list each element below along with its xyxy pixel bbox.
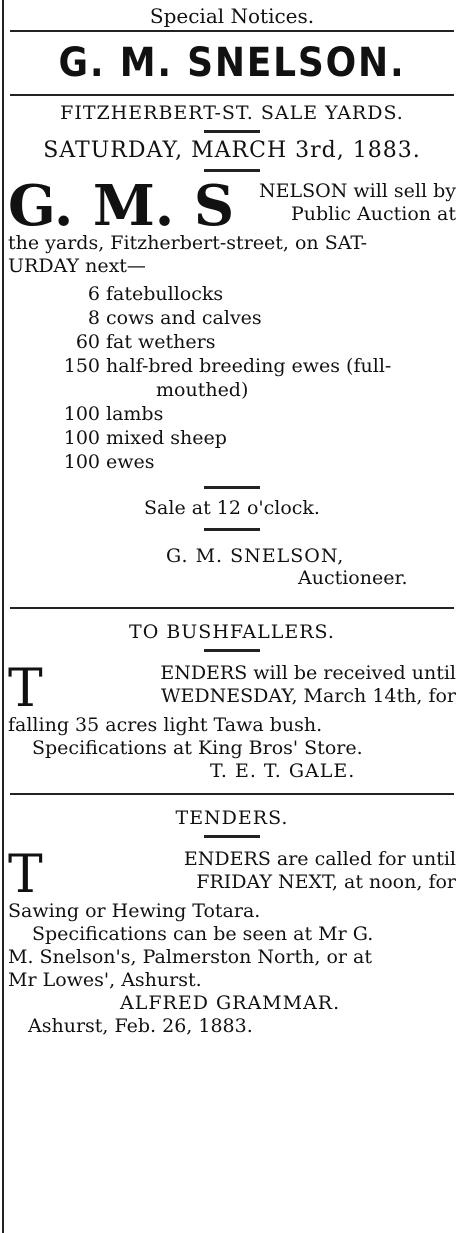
stock-item: 150 half-bred breeding ewes (full- xyxy=(63,355,392,377)
bushfallers-heading: TO BUSHFALLERS. xyxy=(129,621,335,643)
auctioneer-name-heading: G. M. SNELSON. xyxy=(58,40,406,86)
stock-item: 100 lambs xyxy=(63,403,164,425)
drop-cap: T xyxy=(8,662,43,714)
intro-line: URDAY next— xyxy=(8,255,146,277)
notice-line: M. Snelson's, Palmerston North, or at xyxy=(8,946,372,968)
bushfallers-notice xyxy=(8,662,456,783)
short-rule xyxy=(204,528,260,531)
notice-line: ENDERS will be received until xyxy=(160,662,456,684)
notice-line: WEDNESDAY, March 14th, for xyxy=(161,685,456,707)
section-heading: Special Notices. xyxy=(149,4,315,28)
intro-line: Public Auction at xyxy=(290,203,456,225)
stock-item: 60 fat wethers xyxy=(75,331,216,353)
sale-date: SATURDAY, MARCH 3rd, 1883. xyxy=(43,138,421,163)
stock-item: 6 fatebullocks xyxy=(87,283,224,305)
stock-item: 100 ewes xyxy=(63,451,155,473)
short-rule xyxy=(204,649,260,652)
notice-line: Specifications can be seen at Mr G. xyxy=(32,923,374,945)
tender-signature: ALFRED GRAMMAR. xyxy=(120,992,341,1014)
sale-time: Sale at 12 o'clock. xyxy=(144,497,320,519)
auctioneer-title: Auctioneer. xyxy=(298,567,408,589)
tenders-heading: TENDERS. xyxy=(175,807,289,829)
dateline: Ashurst, Feb. 26, 1883. xyxy=(28,1015,253,1037)
notice-line: falling 35 acres light Tawa bush. xyxy=(8,714,323,736)
tender-signature: T. E. T. GALE. xyxy=(210,760,356,782)
notice-line: FRIDAY NEXT, at noon, for xyxy=(196,871,456,893)
column-border xyxy=(2,0,4,1233)
drop-cap: T xyxy=(8,848,43,900)
auction-intro xyxy=(8,180,456,278)
intro-line: the yards, Fitzherbert-street, on SAT- xyxy=(8,232,368,254)
auctioneer-signature: G. M. SNELSON, xyxy=(166,545,345,567)
notice-line: ENDERS are called for until xyxy=(183,848,456,870)
stock-item: 8 cows and calves xyxy=(87,307,262,329)
short-rule xyxy=(204,835,260,838)
sale-yards-heading: FITZHERBERT-ST. SALE YARDS. xyxy=(60,102,404,124)
tenders-notice xyxy=(8,848,456,1038)
short-rule xyxy=(204,486,260,489)
drop-cap: G. M. S xyxy=(8,180,235,232)
short-rule xyxy=(204,169,260,172)
stock-item: 100 mixed sheep xyxy=(63,427,227,449)
notice-line: Specifications at King Bros' Store. xyxy=(32,737,363,759)
intro-line: NELSON will sell by xyxy=(259,180,456,202)
divider xyxy=(10,607,454,609)
notice-line: Mr Lowes', Ashurst. xyxy=(8,969,202,991)
newspaper-column xyxy=(8,0,456,1038)
notice-line: Sawing or Hewing Totara. xyxy=(8,900,261,922)
divider xyxy=(10,793,454,795)
stock-list xyxy=(52,282,456,474)
stock-item: mouthed) xyxy=(156,379,249,401)
